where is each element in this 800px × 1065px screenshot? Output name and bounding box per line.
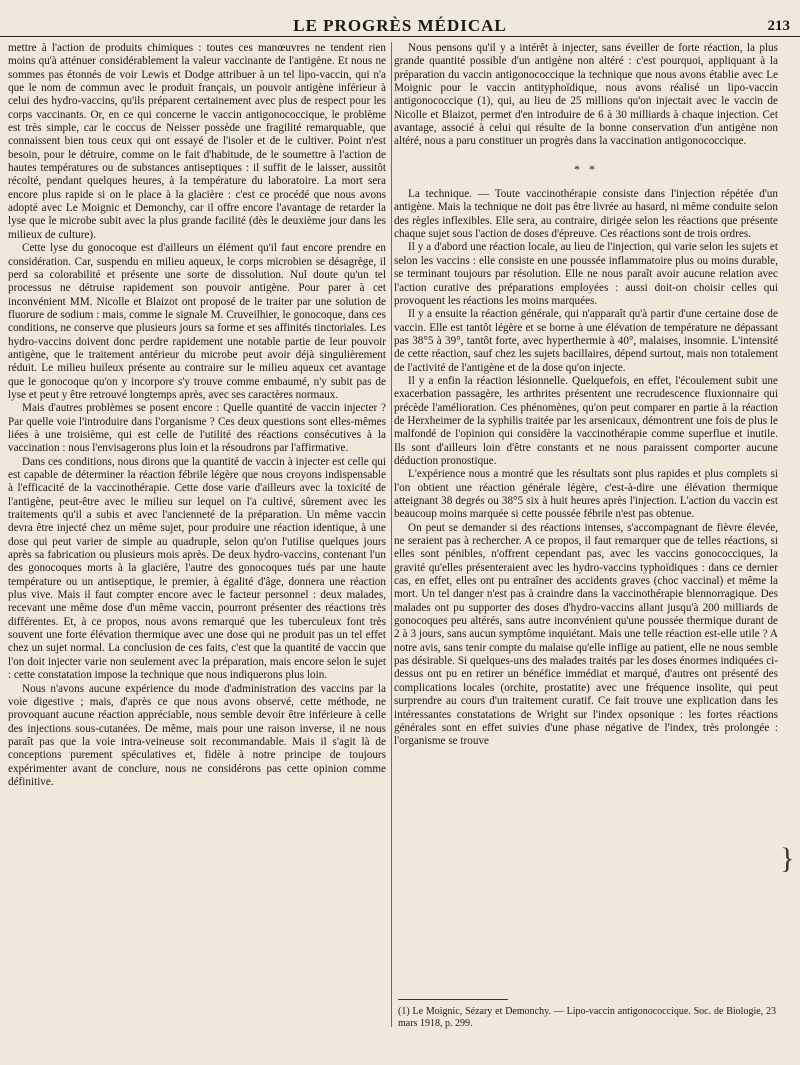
paragraph: La technique. — Toute vaccinothérapie consiste dans l'injection répétée d'un antigène. Mais la technique ne doit pas être livrée au hasard, ni même conduite selon des règles inflexibles. Elle sera, au contraire, dirigée selon les réactions que présente chaque sujet sous l'action de doses d'épreuve. Ces réactions sont de trois ordres. [394,188,778,241]
paragraph: Nous n'avons aucune expérience du mode d'administration des vaccins par la voie digestive ; mais, d'après ce que nous avons observé, cette méthode, ne provoquant aucune réaction appréciable, nous semble devoir être inférieure à celle des injections sous-cutanées. De même, mais pour une raison inverse, il ne nous paraît pas que la voie intra-veineuse soit recommandable. Mais il s'agit là de conceptions purement spéculatives et, fidèle à notre principe de toujours expérimenter avant de conclure, nous ne considérons pas cette opinion comme définitive. [8,682,386,788]
paragraph: Nous pensons qu'il y a intérêt à injecter, sans éveiller de forte réaction, la plus grande quantité possible d'un antigène non altéré : c'est pourquoi, appliquant à la préparation du vaccin antigonococcique la technique que nous avons établie avec Le Moignic pour le vaccin antityphoïdique, nous avons réalisé un lipo-vaccin antigonococcique (1), qui, au lieu de 25 millions qu'on injectait avec le vaccin de Nicolle et Blaizot, permet d'en introduire de 6 à 30 milliards à chaque injection. Cet avantage, associé à celui qui résulte de la bonne conservation d'un antigène non altéré, nous a paru constituer un progrès dans la vaccination antigonococcique. [394,42,778,148]
paragraph: Mais d'autres problèmes se posent encore : Quelle quantité de vaccin injecter ? Par quelle voie l'introduire dans l'organisme ? Ces deux questions sont elles-mêmes liées à une troisième, qui est celle de l'utilité des réactions consécutives à la vaccination : nous l'envisagerons plus loin et la résoudrons par l'affirmative. [8,402,386,455]
paragraph: mettre à l'action de produits chimiques : toutes ces manœuvres ne tendent rien moins qu'à atténuer considérablement la valeur vaccinante de l'antigène. Et nous ne sommes pas étonnés de voir Lewis et Dodge attribuer à un tel lipo-vaccin, qui n'a que le nom de commun avec le produit français, un pouvoir antigène inférieur à celui des hydro-vaccins, qu'ils préparent certainement avec plus de respect pour les corps vaccinants. Or, en ce qui concerne le vaccin antigonococcique, le problème est très simple, car le coccus de Neisser possède une fragilité remarquable, que connaissent bien tous ceux qui ont essayé de l'isoler et de le cultiver. Point n'est besoin, pour le détruire, comme on le fait d'habitude, de le soumettre à l'action de hautes températures ou de substances antiseptiques : il suffit de le laisser, aussitôt récolté, pendant quelques heures, à la température du laboratoire. La mort sera encore plus rapide si on le place à la glacière : c'est ce procédé que nous avons adopté avec Le Moignic et Demonchy, car il offre encore l'avantage de retarder la lyse que le microbe subit avec la plus grande facilité (dès le deuxième jour dans les milieux de culture). [8,42,386,241]
running-head [0,6,800,37]
paragraph: L'expérience nous a montré que les résultats sont plus rapides et plus complets si l'on obtient une réaction générale légère, c'est-à-dire une élévation thermique atteignant 38 degrés ou 38°5 six à huit heures après l'injection. L'action du vaccin est beaucoup moins marquée si cette poussée fébrile n'est pas obtenue. [394,468,778,521]
right-column [394,42,778,749]
paragraph: On peut se demander si des réactions intenses, s'accompagnant de fièvre élevée, ne seraient pas à rechercher. A ce propos, il faut remarquer que de telles réactions, si elles sont pénibles, n'offrent cependant pas, avec les vaccins gonococciques, la gravité qu'elles présenteraient avec les hydro-vaccins typhoïdiques : dans ce dernier cas, en effet, elles ont pu entraîner des accidents graves (choc vaccinal) et même la mort. Un tel danger n'est pas à craindre dans la vaccinothérapie blennorragique. Des malades ont pu supporter des doses d'hydro-vaccins allant jusqu'à 200 milliards de gonocoques peu altérés, sans autre inconvénient qu'une poussée thermique durant de 2 à 3 jours, sans aucun symptôme inquiétant. Mais une telle réaction est-elle utile ? A notre avis, sans tenir compte du malaise qu'elle inflige au patient, elle ne nous semble pas désirable. Si quelques-uns des malades traités par les doses énormes indiquées ci-dessus ont pu en retirer un bénéfice immédiat et marqué, d'autres ont présenté des complications locales (orchite, prostatite) avec une fréquence insolite, qui peut surprendre au cours d'un traitement curatif. Ce fait trouve une explication dans les intéressantes constatations de Wright sur l'index opsonique : les fortes réactions générales sont en effet suivies d'une phase négative de l'index, très prolongée : l'organisme se trouve [394,521,778,748]
footnote: (1) Le Moignic, Sézary et Demonchy. — Lipo-vaccin antigonococcique. Soc. de Biologie, 23 mars 1918, p. 299. [398,1006,776,1029]
journal-title: LE PROGRÈS MÉDICAL [293,16,507,35]
left-column [8,42,386,789]
footnote-rule [398,999,508,1000]
paragraph: Il y a ensuite la réaction générale, qui n'apparaît qu'à partir d'une certaine dose de vaccin. Elle est tantôt légère et se borne à une élévation de température ne dépassant pas 38°5 à 39°, tantôt forte, avec hyperthermie à 40°, malaises, insomnie. L'intensité de cette réaction, sauf chez les sujets bacillaires, dépend surtout, mais non totalement de l'activité de l'antigène et de la dose qu'on injecte. [394,308,778,374]
page-number: 213 [767,18,790,34]
column-divider [391,42,392,1027]
section-separator: * * [574,161,598,176]
paragraph: Dans ces conditions, nous dirons que la quantité de vaccin à injecter est celle qui est capable de déterminer la réaction fébrile légère que nous croyons indispensable à l'efficacité de la vaccinothérapie. Cette dose varie d'ailleurs avec la toxicité de l'antigène, peut-être avec le milieu sur lequel on l'a cultivé, sûrement avec les traitements qu'il a subis et avec l'ancienneté de la préparation. Un même vaccin devra être injecté chez un même sujet, pour produire une réaction identique, à une dose qui peut varier de simple au quadruple, selon qu'on l'utilise quelques jours après sa fabrication ou plusieurs mois après. De deux hydro-vaccins, contenant l'un des gonocoques morts à la glacière, l'autre des gonocoques tués par une haute température ou un antiseptique, le premier, à égalité d'âge, donnera une réaction plus vive. Mais il faut compter encore avec le facteur personnel : deux malades, recevant une même dose d'un même vaccin, pourront présenter des réactions très différentes. Et, à ce propos, nous avons remarqué que les tuberculeux font très souvent une forte élévation thermique avec une dose qui ne produit pas un tel effet chez un sujet normal. La conclusion de ces faits, c'est que la quantité de vaccin que l'on doit injecter varie non seulement avec la préparation, mais encore selon le sujet : cette constatation impose la technique que nous indiquerons plus loin. [8,455,386,682]
paragraph: Il y a d'abord une réaction locale, au lieu de l'injection, qui varie selon les sujets et selon les vaccins : elle consiste en une poussée inflammatoire plus ou moins durable, se terminant toujours par résolution. Elle ne nous paraît avoir aucune relation avec l'action curative des préparations employées : aussi doit-on choisir celles qui provoquent les réactions les moins marquées. [394,241,778,307]
paragraph: Il y a enfin la réaction lésionnelle. Quelquefois, en effet, l'écoulement subit une exacerbation passagère, les arthrites présentent une recrudescence fluxionnaire qui précède l'amélioration. Ces phénomènes, qu'on peut comparer en partie à la réaction de Herxheimer de la syphilis traitée par les arsenicaux, démontrent une fois de plus le malfondé de l'opinion qui considère la vaccinothérapie comme superflue et inutile. Ils sont d'ailleurs loin d'être constants et ne nous paraissent comporter aucune déduction pronostique. [394,374,778,467]
margin-bracket: } [780,842,795,875]
paragraph: Cette lyse du gonocoque est d'ailleurs un élément qu'il faut encore prendre en considération. Car, suspendu en milieu aqueux, le corps microbien se désagrège, il perd sa colorabilité et présente une sorte de dissolution. Nul doute qu'un tel processus ne détruise rapidement son pouvoir antigène. Pour parer à cet inconvénient MM. Nicolle et Blaizot ont proposé de le traiter par une solution de fluorure de sodium : mais, comme le signale M. Cruveilhier, le gonocoque, dans ces conditions, ne conserve que plusieurs jours sa forme et ses affinités tinctoriales. Les hydro-vaccins doivent donc perdre rapidement une notable partie de leur pouvoir antigène, que le traitement antérieur du microbe peut avoir déjà singulièrement réduit. Le milieu huileux présente au contraire sur le milieu aqueux cet avantage que le gonocoque qu'on y incorpore s'y trouve comme embaumé, n'y subit pas de lyse et peut y être retrouvé longtemps après, avec ses caractères normaux. [8,242,386,401]
